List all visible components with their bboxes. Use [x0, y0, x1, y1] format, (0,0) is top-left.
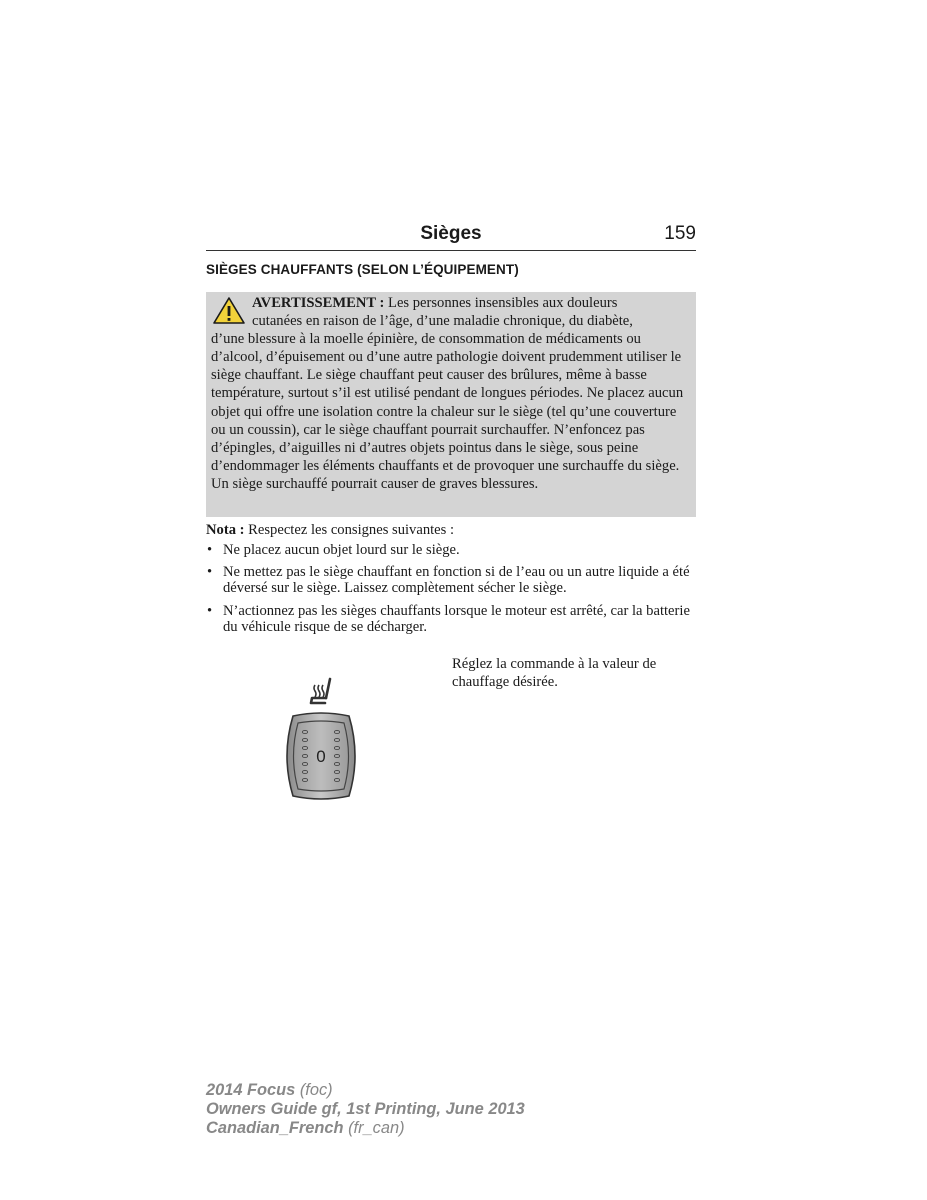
warning-first-line [211, 294, 690, 312]
knob-value-label: 0 [316, 747, 326, 766]
page-header [206, 222, 696, 251]
footer-line-1 [206, 1081, 696, 1100]
list-item [206, 564, 696, 596]
footer-language: Canadian_French [206, 1119, 344, 1138]
warning-box [206, 292, 696, 517]
page-number: 159 [664, 223, 696, 244]
list-item-text: Ne placez aucun objet lourd sur le siège. [223, 542, 460, 558]
section-title: SIÈGES CHAUFFANTS (SELON L’ÉQUIPEMENT) [206, 262, 519, 277]
footer-language-code: (fr_can) [343, 1119, 405, 1138]
footer-model-code: (foc) [295, 1081, 333, 1099]
footer-printing: Owners Guide gf, 1st Printing, June 2013 [206, 1100, 525, 1119]
list-item-text: Ne mettez pas le siège chauffant en fonction si de l’eau ou un autre liquide a été déversé sur le siège. Laissez complètement sécher le siège. [223, 564, 690, 597]
note [206, 521, 696, 539]
list-item [206, 542, 696, 558]
bullet-mark: • [207, 602, 213, 619]
warning-triangle-icon [212, 296, 246, 326]
bullet-list [206, 542, 696, 641]
footer-model: 2014 Focus [206, 1081, 296, 1099]
warning-line1: Les personnes insensibles aux douleurs [384, 295, 618, 311]
page-title: Sièges [420, 223, 482, 244]
note-text: Respectez les consignes suivantes : [244, 522, 455, 538]
footer-line-2 [206, 1100, 696, 1119]
warning-body: d’une blessure à la moelle épinière, de consommation de médicaments ou d’alcool, d’épuisement ou d’une autre pathologie doivent prudemment utiliser le siège chauffant. Le siège chauffant peut causer des brûlures, même à basse température, surtout s’il est utilisé pendant de longues périodes. Ne placez aucun objet qui offre une isolation contre la chaleur sur le siège (tel qu’une couverture ou un coussin), car le siège chauffant pourrait surchauffer. N’enfoncez pas d’épingles, d’aiguilles ni d’autres objets pointus dans le siège, sous peine d’endommager les éléments chauffants et de provoquer une surchauffe du siège. Un siège surchauffé pourrait causer de graves blessures. [211, 331, 684, 492]
list-item [206, 603, 696, 635]
instruction-text: Réglez la commande à la valeur de chauffage désirée. [452, 656, 657, 690]
note-label: Nota : [206, 522, 245, 538]
bullet-mark: • [207, 564, 213, 581]
heat-control-knob[interactable] [281, 712, 361, 800]
bullet-mark: • [207, 542, 213, 558]
warning-line2: cutanées en raison de l’âge, d’une maladie chronique, du diabète, [252, 313, 633, 330]
page-footer [206, 1081, 696, 1139]
heated-seat-icon [308, 676, 338, 708]
footer-line-3 [206, 1119, 696, 1138]
warning-label: AVERTISSEMENT : [252, 295, 385, 311]
list-item-text: N’actionnez pas les sièges chauffants lorsque le moteur est arrêté, car la batterie du véhicule risque de se décharger. [223, 602, 690, 635]
